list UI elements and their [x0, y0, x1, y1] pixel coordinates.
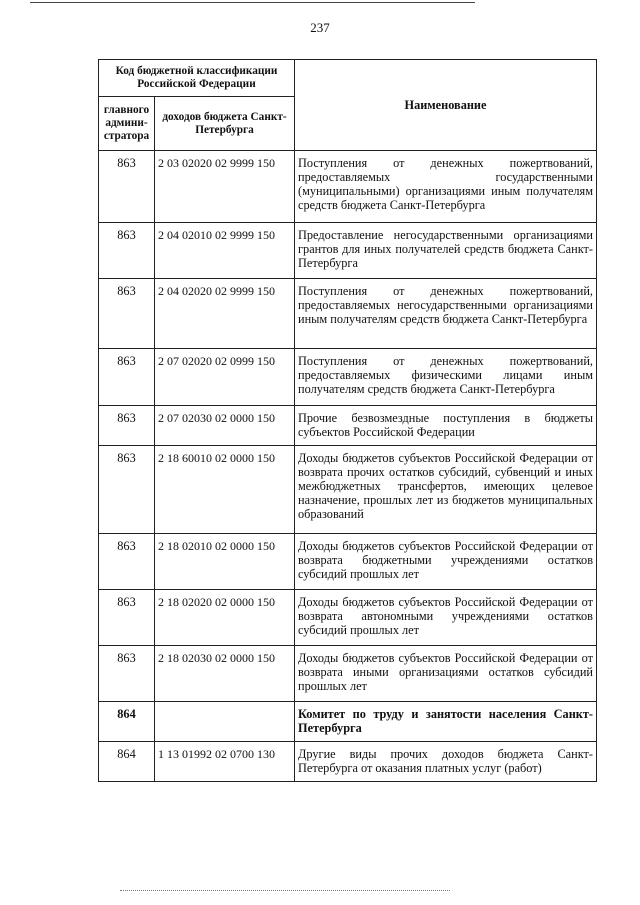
income-code-cell: 2 04 02020 02 9999 150 [155, 279, 295, 349]
admin-code-cell: 863 [99, 534, 155, 590]
name-cell: Доходы бюджетов субъектов Российской Федерации от возврата бюджетными учреждениями остатков субсидий прошлых лет [295, 534, 597, 590]
header-admin: главного админи-стратора [99, 97, 155, 151]
income-code-cell: 2 18 02020 02 0000 150 [155, 590, 295, 646]
name-cell: Поступления от денежных пожертвований, предоставляемых физическими лицами иным получателям средств бюджета Санкт-Петербурга [295, 349, 597, 406]
table-row [99, 742, 597, 782]
committee-name-cell: Комитет по труду и занятости населения Санкт-Петербурга [295, 702, 597, 742]
income-code-cell: 2 18 02010 02 0000 150 [155, 534, 295, 590]
admin-code-cell: 863 [99, 446, 155, 534]
table-row [99, 349, 597, 406]
admin-code-cell: 864 [99, 702, 155, 742]
header-income-code: доходов бюджета Санкт-Петербурга [155, 97, 295, 151]
top-rule [30, 2, 475, 3]
table-row [99, 590, 597, 646]
name-cell: Предоставление негосударственными организациями грантов для иных получателей средств бюджета Санкт-Петербурга [295, 223, 597, 279]
table-row [99, 534, 597, 590]
income-code-cell: 2 07 02020 02 0999 150 [155, 349, 295, 406]
income-code-cell [155, 702, 295, 742]
name-cell: Доходы бюджетов субъектов Российской Федерации от возврата иными организациями остатков субсидий прошлых лет [295, 646, 597, 702]
admin-code-cell: 863 [99, 590, 155, 646]
name-cell: Поступления от денежных пожертвований, предоставляемых государственными (муниципальными) организациями иным получателям средств бюджета Санкт-Петербурга [295, 151, 597, 223]
admin-code-cell: 863 [99, 279, 155, 349]
income-code-cell: 2 18 60010 02 0000 150 [155, 446, 295, 534]
table-row [99, 446, 597, 534]
name-cell: Поступления от денежных пожертвований, предоставляемых негосударственными организациями иным получателям средств бюджета Санкт-Петербурга [295, 279, 597, 349]
income-code-cell: 2 07 02030 02 0000 150 [155, 406, 295, 446]
admin-code-cell: 863 [99, 151, 155, 223]
income-code-cell: 2 04 02010 02 9999 150 [155, 223, 295, 279]
name-cell: Другие виды прочих доходов бюджета Санкт-Петербурга от оказания платных услуг (работ) [295, 742, 597, 782]
footer-scan-marks [120, 890, 450, 891]
income-code-cell: 2 03 02020 02 9999 150 [155, 151, 295, 223]
table-row [99, 646, 597, 702]
income-code-cell: 2 18 02030 02 0000 150 [155, 646, 295, 702]
page-number: 237 [310, 20, 330, 35]
name-cell: Доходы бюджетов субъектов Российской Федерации от возврата прочих остатков субсидий, субвенций и иных межбюджетных трансфертов, имеющих целевое назначение, прошлых лет из бюджетов муниципальных образований [295, 446, 597, 534]
table-row [99, 223, 597, 279]
admin-code-cell: 863 [99, 406, 155, 446]
table-row [99, 702, 597, 742]
header-classification-group: Код бюджетной классификации Российской Федерации [99, 60, 295, 97]
admin-code-cell: 863 [99, 646, 155, 702]
table-row [99, 406, 597, 446]
name-cell: Прочие безвозмездные поступления в бюджеты субъектов Российской Федерации [295, 406, 597, 446]
admin-code-cell: 864 [99, 742, 155, 782]
income-code-cell: 1 13 01992 02 0700 130 [155, 742, 295, 782]
name-cell: Доходы бюджетов субъектов Российской Федерации от возврата автономными учреждениями остатков субсидий прошлых лет [295, 590, 597, 646]
table-row [99, 151, 597, 223]
admin-code-cell: 863 [99, 223, 155, 279]
admin-code-cell: 863 [99, 349, 155, 406]
header-name: Наименование [295, 60, 597, 151]
budget-classification-table [98, 59, 597, 782]
table-row [99, 279, 597, 349]
